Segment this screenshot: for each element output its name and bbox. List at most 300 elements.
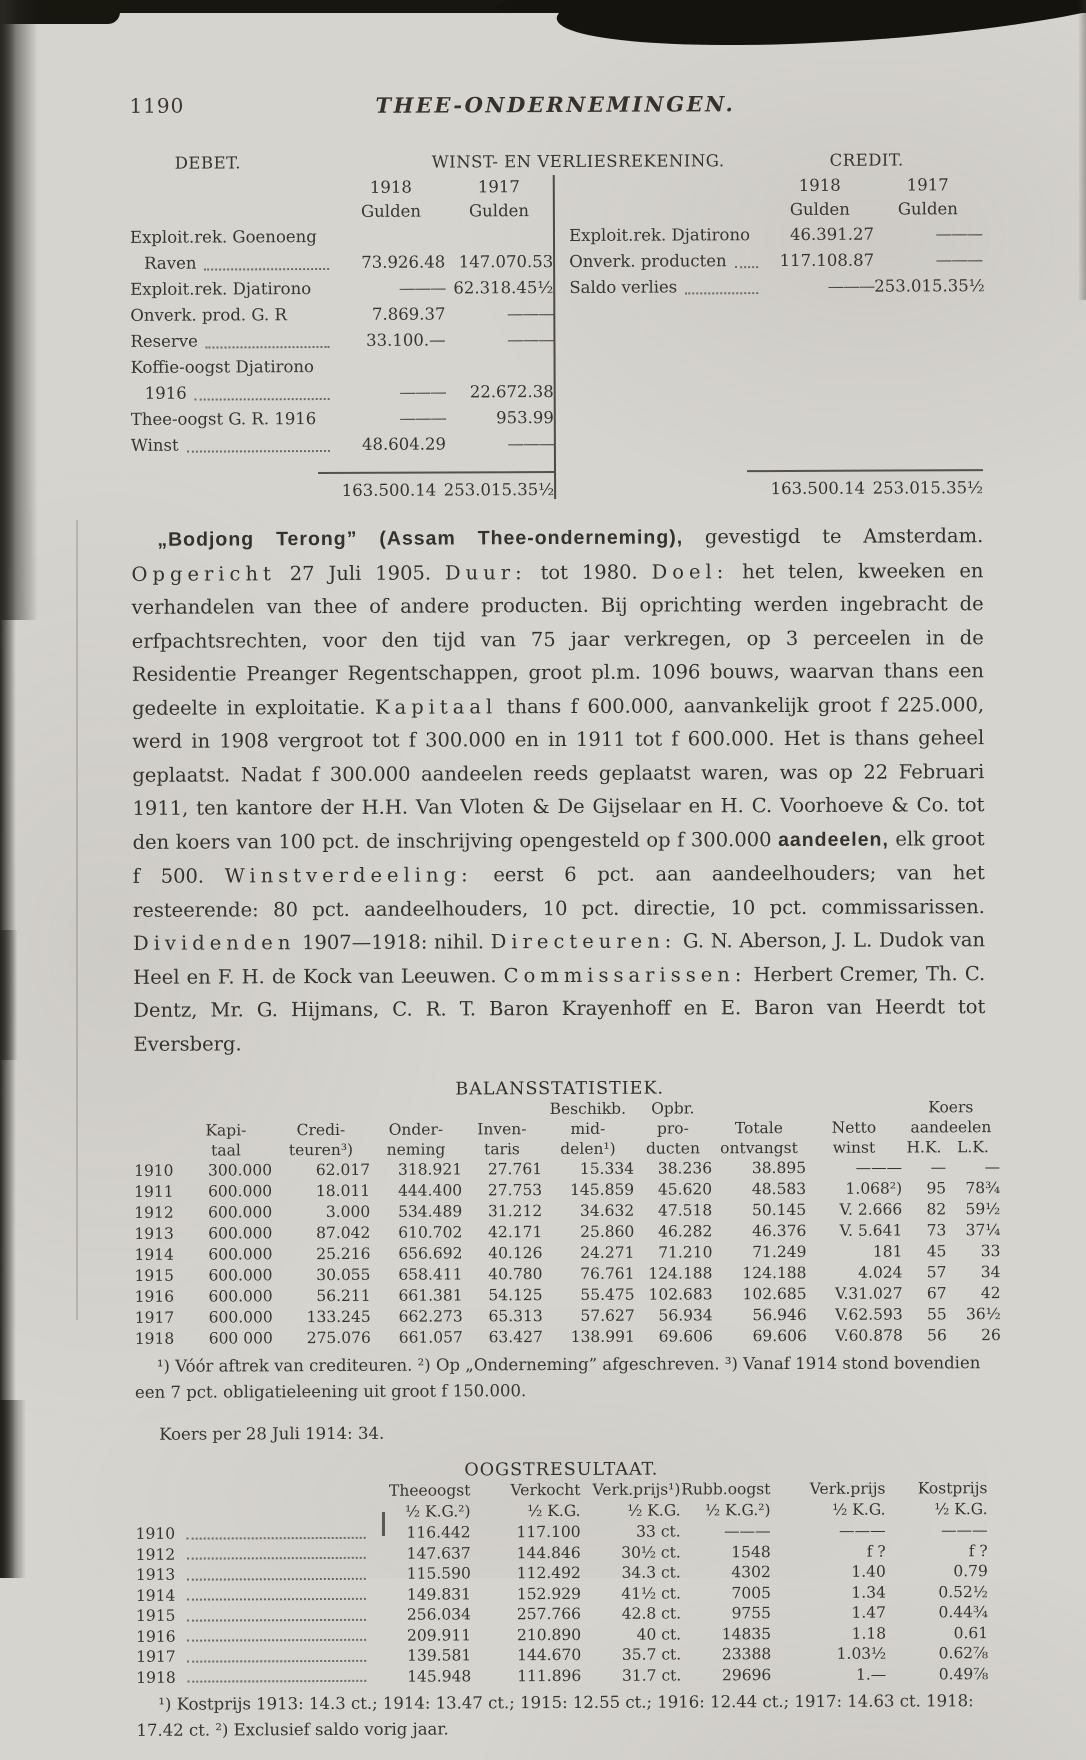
table-cell: 1918 — [134, 1329, 175, 1348]
table-cell: 661.381 — [398, 1285, 463, 1305]
pl-credit-row — [569, 273, 985, 301]
pl-credit-side — [553, 173, 983, 499]
table-cell: ——— — [941, 1521, 988, 1540]
column-header: delen¹) — [560, 1139, 616, 1158]
table-cell: ——— — [839, 1521, 886, 1540]
section-title: OOGSTRESULTAAT. — [464, 1459, 659, 1481]
table-cell: 42.171 — [488, 1222, 543, 1241]
pl-debet-side — [130, 175, 555, 501]
pl-value: ——— — [507, 330, 554, 350]
article-segment: Dividenden — [133, 931, 296, 955]
table-cell: 57.627 — [580, 1306, 635, 1325]
column-header: Verk.prijs¹) — [592, 1480, 681, 1499]
pl-value: ——— — [935, 250, 983, 270]
pl-row-label: Winst — [130, 435, 179, 455]
table-cell: — — [930, 1157, 947, 1176]
table-cell: f ? — [968, 1541, 988, 1560]
pl-value — [446, 353, 554, 379]
table-cell: 145.948 — [407, 1666, 472, 1686]
table-cell: 115.590 — [406, 1564, 471, 1583]
table-cell: 124.188 — [648, 1263, 713, 1283]
table-cell: 29696 — [721, 1665, 772, 1684]
table-cell: 71.210 — [658, 1242, 713, 1262]
scan-blob-left-top — [0, 0, 38, 620]
table-cell: 257.766 — [516, 1604, 582, 1624]
table-cell: 210.890 — [516, 1625, 582, 1644]
table-cell: 0.52½ — [938, 1582, 988, 1601]
scan-swoosh-top — [495, 0, 756, 20]
table-cell: 1912 — [136, 1543, 376, 1565]
pl-debet-total — [131, 471, 554, 501]
article-segment: Opgericht — [131, 561, 276, 586]
column-header: pro- — [656, 1118, 689, 1138]
column-header: taal — [211, 1140, 241, 1160]
table-cell: 0.62⅞ — [938, 1644, 989, 1663]
pl-debet-row — [131, 405, 554, 433]
table-cell: 4.024 — [858, 1263, 903, 1282]
table-cell: 48.583 — [751, 1179, 807, 1198]
pl-value — [445, 223, 553, 249]
pl-value: 253.015.35½ — [874, 276, 985, 296]
pl-row-label: Exploit.rek. Djatirono — [569, 225, 751, 245]
table-cell: 1915 — [134, 1266, 175, 1285]
column-header: ½ K.G. — [934, 1500, 988, 1519]
pl-value: 22.672.38 — [469, 382, 554, 402]
pl-value: 7.869.37 — [371, 304, 446, 324]
unit-header: Gulden — [468, 201, 530, 221]
pl-header-row — [130, 150, 982, 173]
pl-value: 48.604.29 — [361, 434, 447, 454]
pl-row-label: Reserve — [130, 331, 198, 351]
table-cell: 102.685 — [742, 1284, 807, 1303]
table-cell: 1914 — [134, 1245, 174, 1264]
column-header: ½ K.G.²) — [405, 1502, 471, 1521]
article-segment: het telen, kweeken en verhandelen van thee of andere producten. Bij oprichting werden ingebracht de erfpachtsrechten, voor den tijd van 75 jaar verkregen, op 3 perceelen in de Residentie Preanger Regentschappen, groot pl.m. 1096 bouws, waarvan thans een gedeelte in exploitatie. — [131, 558, 984, 720]
table-cell: 27.753 — [487, 1180, 543, 1199]
table-cell: 23388 — [721, 1645, 772, 1664]
table-cell: 1913 — [136, 1564, 376, 1586]
article-segment: Doel: — [651, 559, 729, 584]
table-cell: 9755 — [731, 1604, 772, 1623]
table-cell: 1.068²) — [845, 1179, 903, 1198]
pl-value: 46.391.27 — [789, 224, 875, 244]
table-cell: 65.313 — [488, 1306, 543, 1325]
column-header: H.K. — [906, 1137, 942, 1156]
article-segment: Directeuren: — [490, 929, 677, 954]
scan-swoosh-top-right — [554, 0, 1086, 62]
column-header: mid- — [570, 1119, 606, 1138]
table-cell: 76.761 — [580, 1264, 635, 1283]
table-cell: 600 000 — [208, 1328, 273, 1348]
table-cell: 662.273 — [398, 1306, 463, 1326]
pl-title: WINST- EN VERLIESREKENING. — [431, 151, 725, 172]
column-header: ½ K.G. — [527, 1501, 581, 1521]
table-cell: 27.761 — [487, 1159, 543, 1178]
table-cell: 1915 — [136, 1605, 376, 1627]
scan-blob-left-mid — [0, 930, 18, 1060]
article-segment: 1907—1918: nihil. — [295, 930, 491, 955]
pl-row-label: Exploit.rek. Goenoeng — [129, 227, 317, 247]
page-content — [129, 90, 1001, 1760]
unit-header: Gulden — [789, 199, 850, 219]
pl-value: ——— — [399, 408, 446, 428]
column-header: ducten — [645, 1138, 700, 1158]
article-segment: Winstverdeeling: — [224, 863, 473, 888]
table-cell: 67 — [926, 1283, 947, 1302]
pl-debet-row — [131, 379, 554, 407]
scan-edge-left — [0, 0, 16, 1578]
table-cell: 102.683 — [648, 1284, 713, 1304]
table-cell: 87.042 — [316, 1223, 371, 1242]
table-cell: 0.79 — [953, 1562, 988, 1581]
table-cell: 30½ ct. — [621, 1542, 681, 1562]
table-cell: 1910 — [134, 1161, 174, 1180]
table-cell: 57 — [926, 1262, 947, 1281]
table-cell: 33 ct. — [636, 1522, 681, 1541]
koers-line: Koers per 28 Juli 1914: 34. — [159, 1423, 385, 1444]
pl-debet-row — [130, 249, 553, 277]
table-cell: 1917 — [134, 1308, 175, 1327]
table-cell: 1.40 — [851, 1562, 886, 1581]
table-cell: 78¾ — [965, 1178, 1001, 1197]
pl-value: ——— — [935, 224, 983, 244]
table-cell: 600.000 — [208, 1244, 273, 1264]
table-cell: 42.8 ct. — [621, 1604, 682, 1623]
table-cell: 600.000 — [208, 1286, 273, 1306]
table-cell: 145.859 — [570, 1180, 635, 1199]
table-cell: 45 — [926, 1241, 947, 1260]
table-cell: ——— — [724, 1522, 771, 1541]
table-cell: 55 — [926, 1304, 947, 1323]
table-cell: 73 — [926, 1220, 947, 1239]
table-cell: 117.100 — [516, 1522, 581, 1542]
table-cell: 112.492 — [516, 1563, 581, 1583]
column-header: Beschikb. — [549, 1099, 627, 1118]
table-cell: 124.188 — [742, 1263, 807, 1282]
table-cell: 256.034 — [406, 1605, 472, 1624]
article-segment: 27 Juli 1905. — [275, 560, 446, 585]
table-cell: 111.896 — [517, 1666, 582, 1685]
pl-total-value: 163.500.14 — [341, 480, 437, 500]
pl-credit-row — [569, 247, 982, 275]
table-cell: 25.216 — [316, 1244, 371, 1263]
pl-value — [338, 353, 446, 379]
table-cell: 42 — [980, 1283, 1001, 1302]
table-cell: 15.334 — [579, 1159, 635, 1178]
table-cell: 36½ — [965, 1304, 1001, 1323]
year-header: 1918 — [798, 175, 841, 195]
debet-label: DEBET. — [174, 153, 241, 173]
pl-total-value: 253.015.35½ — [872, 478, 984, 498]
table-cell: 300.000 — [207, 1160, 273, 1180]
table-cell: 46.282 — [658, 1221, 713, 1241]
table-cell: 38.895 — [751, 1158, 807, 1177]
pl-debet-row — [130, 223, 553, 251]
column-header: Opbr. — [651, 1098, 695, 1118]
table-cell: V. 5.641 — [839, 1221, 903, 1240]
table-cell: 600.000 — [208, 1307, 273, 1327]
scan-corner-top-left — [0, 0, 120, 24]
article-segment: „Bodjong Terong” (Assam Thee-onderneming), — [157, 526, 684, 551]
unit-header: Gulden — [897, 199, 958, 219]
table-cell: 149.831 — [406, 1584, 471, 1604]
table-cell: 40.126 — [488, 1243, 543, 1262]
pl-value: ——— — [507, 434, 555, 454]
pl-value: 147.070.53 — [458, 252, 554, 272]
table-cell: 610.702 — [398, 1222, 463, 1242]
table-cell: 656.692 — [398, 1243, 463, 1263]
page-number: 1190 — [129, 93, 185, 118]
year-header: 1918 — [369, 177, 412, 197]
column-header: Rubb.oogst — [681, 1480, 771, 1499]
table-cell: 1.— — [855, 1665, 887, 1684]
column-header: L.K. — [957, 1137, 989, 1156]
pl-year-header — [569, 173, 982, 199]
table-cell: f ? — [866, 1542, 886, 1561]
table-cell: 116.442 — [406, 1523, 471, 1542]
table-cell: 71.249 — [752, 1242, 807, 1261]
table-cell: 35.7 ct. — [621, 1645, 682, 1664]
column-header: Theeoogst — [388, 1481, 471, 1500]
table-cell: 69.606 — [658, 1326, 713, 1346]
article-segment: Herbert Cremer, Th. C. Dentz, Mr. G. Hijmans, C. R. T. Baron Krayenhoff en E. Baron van Heerdt tot Eversberg. — [133, 961, 986, 1056]
pl-row-label: Thee-oogst G. R. 1916 — [130, 409, 317, 429]
table-cell: 1914 — [136, 1584, 376, 1606]
table-cell: 0.49⅞ — [938, 1664, 989, 1683]
column-header: Netto — [831, 1118, 877, 1137]
pl-value: 73.926.48 — [361, 252, 446, 272]
scan-edge-top — [0, 0, 1086, 13]
table-cell: 47.518 — [657, 1200, 713, 1220]
column-header: Verk.prijs — [809, 1479, 886, 1498]
table-cell: 133.245 — [306, 1307, 371, 1326]
pl-value: ——— — [506, 304, 554, 324]
pl-value: ——— — [827, 276, 875, 296]
table-cell: 40.780 — [488, 1264, 543, 1283]
pl-value: ——— — [398, 278, 446, 298]
table-cell: 144.670 — [517, 1645, 582, 1665]
year-header: 1917 — [477, 177, 520, 197]
scan-edge-right — [1078, 0, 1086, 300]
column-header: ½ K.G. — [832, 1500, 886, 1519]
table-cell: 1.03½ — [836, 1644, 887, 1663]
pl-row-label: Onverk. prod. G. R — [130, 305, 287, 325]
column-header: neming — [386, 1139, 446, 1159]
pl-total-value: 163.500.14 — [770, 478, 866, 499]
column-header: Verkocht — [510, 1480, 581, 1500]
table-cell: 1918 — [136, 1666, 376, 1688]
table-cell: 1912 — [134, 1203, 174, 1222]
article-segment: elk groot f 500. — [132, 826, 985, 888]
pl-value: 33.100.— — [366, 330, 446, 350]
table-cell: 181 — [872, 1242, 903, 1261]
table-cell: V.60.878 — [835, 1326, 903, 1345]
table-cell: 14835 — [721, 1624, 772, 1643]
pl-year-header — [130, 175, 553, 201]
balans-table-body — [134, 1157, 1001, 1350]
pl-value: 953.99 — [496, 408, 554, 428]
table-cell: 34.632 — [579, 1201, 635, 1220]
column-header: ½ K.G.²) — [705, 1501, 771, 1520]
oogst-table-body — [136, 1520, 989, 1688]
table-cell: 56.934 — [658, 1305, 713, 1325]
footnote: ¹) Vóór aftrek van crediteuren. ²) Op „Onderneming” afgeschreven. ³) Vanaf 1914 stond bovendien een 7 pct. obligatieleening uit groot f 150.000. — [134, 1352, 981, 1402]
table-cell: 600.000 — [208, 1223, 273, 1243]
column-header: Onder- — [388, 1120, 444, 1139]
table-cell: 139.581 — [407, 1646, 472, 1665]
table-cell: 34 — [980, 1262, 1001, 1281]
footnote: ¹) Kostprijs 1913: 14.3 ct.; 1914: 13.47 ct.; 1915: 12.55 ct.; 1916: 12.44 ct.; 1917: 14.63 ct. 1918: 17.42 ct. ²) Exclusief saldo vorig jaar. — [136, 1691, 974, 1740]
table-cell: 38.236 — [657, 1158, 713, 1178]
pl-value: 117.108.87 — [779, 250, 875, 271]
table-cell: 444.400 — [398, 1180, 463, 1200]
pl-value — [337, 223, 445, 249]
table-cell: 62.017 — [315, 1160, 371, 1179]
pl-value: ——— — [399, 382, 446, 402]
table-cell: 1911 — [134, 1182, 174, 1201]
column-header: Credi- — [296, 1120, 346, 1139]
pl-credit-row — [569, 221, 982, 249]
column-header: Totale — [734, 1118, 783, 1137]
article-segment: eerst 6 pct. aan aandeelhouders; van het resteerende: 80 pct. aandeelhouders, 10 pct. directie, 10 pct. commissarissen. — [132, 861, 985, 922]
table-cell: 69.606 — [752, 1326, 807, 1345]
year-header: 1917 — [906, 175, 949, 195]
pl-total-value: 253.015.35½ — [443, 480, 555, 500]
pl-debet-row — [131, 431, 554, 459]
running-title: THEE-ONDERNEMINGEN. — [375, 91, 736, 118]
article-segment: aandeelen, — [778, 828, 889, 851]
table-cell: 1916 — [136, 1625, 376, 1647]
table-cell: 600.000 — [208, 1181, 273, 1201]
table-cell: 1.34 — [851, 1583, 886, 1602]
article-segment: Duur: — [444, 560, 527, 584]
oogst-section — [135, 1458, 988, 1744]
pl-value: 62.318.45½ — [453, 278, 554, 298]
table-cell: 31.7 ct. — [621, 1665, 682, 1685]
article-segment: thans f 600.000, aanvankelijk groot f 225.000, werd in 1908 vergroot tot f 300.000 en in 1911 tot f 600.000. Het is thans geheel geplaatst. Nadat f 300.000 aandeelen reeds geplaatst waren, was op 22 Februari 1911, ten kantore der H.H. Van Vloten & De Gijselaar en H. C. Voorhoeve & Co. tot den koers van 100 pct. de inschrijving opengesteld op f 300.000 — [132, 692, 985, 854]
pl-row-label: Koffie-oogst Djatirono — [130, 357, 315, 377]
table-cell: 600.000 — [208, 1202, 273, 1222]
column-header: ontvangst — [720, 1138, 798, 1157]
table-cell: 534.489 — [398, 1201, 463, 1221]
table-cell: 1.18 — [851, 1624, 887, 1643]
table-cell: 45.620 — [657, 1179, 713, 1199]
column-header: taris — [484, 1139, 520, 1158]
page-header — [129, 90, 981, 128]
table-cell: 661.057 — [398, 1327, 463, 1347]
table-cell: 40 ct. — [636, 1624, 682, 1644]
table-cell: 56.946 — [752, 1305, 807, 1324]
column-header: Koers — [928, 1097, 974, 1116]
table-cell: 0.44¾ — [938, 1603, 989, 1622]
article-paragraph — [131, 519, 985, 1061]
article-segment: G. N. Aberson, J. L. Dudok van Heel en F. H. de Kock van Leeuwen. — [133, 928, 986, 989]
page-gutter-line — [76, 520, 78, 1320]
table-cell: 0.61 — [953, 1623, 989, 1642]
profit-loss-table — [130, 150, 984, 501]
table-cell: 3.000 — [325, 1202, 371, 1221]
pl-debet-row — [131, 353, 554, 381]
section-title: BALANSSTATISTIEK. — [455, 1078, 665, 1099]
credit-label: CREDIT. — [829, 150, 904, 170]
table-cell: — — [984, 1157, 1001, 1176]
pl-debet-row — [130, 301, 553, 329]
table-cell: 30.055 — [316, 1265, 371, 1284]
table-cell: 63.427 — [488, 1327, 543, 1346]
pl-row-label: Exploit.rek. Djatirono — [130, 279, 312, 299]
column-header: aandeelen — [910, 1117, 992, 1136]
table-cell: 56 — [927, 1325, 947, 1344]
article-segment: Commissarissen: — [503, 962, 747, 987]
table-cell: 82 — [926, 1199, 947, 1218]
table-cell: 1916 — [134, 1287, 175, 1306]
table-cell: 26 — [981, 1325, 1001, 1344]
table-cell: 41½ ct. — [621, 1583, 681, 1603]
pl-credit-total — [570, 469, 983, 499]
table-cell: 37¼ — [965, 1220, 1001, 1239]
table-cell: 50.145 — [751, 1200, 807, 1219]
column-header: teuren³) — [288, 1140, 354, 1159]
table-row — [134, 1325, 1001, 1350]
pl-row-label: Saldo verlies — [569, 277, 678, 297]
table-cell: 209.911 — [406, 1625, 472, 1645]
table-cell: 147.637 — [406, 1543, 471, 1563]
pl-debet-row — [130, 327, 553, 355]
table-cell: 1910 — [136, 1523, 376, 1545]
table-cell: 1.47 — [851, 1603, 887, 1622]
table-cell: 1917 — [136, 1646, 376, 1668]
table-cell: 31.212 — [487, 1201, 543, 1220]
column-header: Kapi- — [205, 1120, 247, 1140]
table-cell: 25.860 — [580, 1222, 635, 1241]
pl-unit-header — [569, 197, 982, 223]
table-cell: 56.211 — [316, 1286, 371, 1305]
table-cell: 1913 — [134, 1224, 174, 1243]
pl-row-label: Raven — [144, 253, 197, 273]
table-cell: 4302 — [731, 1563, 771, 1582]
table-cell: 658.411 — [398, 1264, 463, 1284]
pl-debet-row — [130, 275, 553, 303]
table-cell: 95 — [926, 1178, 947, 1197]
table-cell: 600.000 — [208, 1265, 273, 1285]
table-cell: 33 — [980, 1241, 1001, 1260]
unit-header: Gulden — [360, 201, 422, 221]
table-cell: V.31.027 — [834, 1284, 903, 1303]
article-segment: Kapitaal — [374, 694, 498, 719]
table-cell: 59½ — [965, 1199, 1001, 1218]
table-cell: 1548 — [731, 1542, 771, 1561]
table-cell: 275.076 — [306, 1328, 371, 1347]
table-cell: 55.475 — [580, 1285, 635, 1304]
column-header: Kostprijs — [917, 1479, 988, 1498]
table-cell: ——— — [855, 1158, 903, 1177]
table-cell: 54.125 — [488, 1285, 543, 1304]
pl-unit-header — [130, 199, 553, 225]
table-cell: 7005 — [731, 1583, 771, 1602]
table-cell: 138.991 — [570, 1327, 635, 1346]
table-cell: V. 2.666 — [839, 1200, 903, 1219]
column-header: winst — [832, 1138, 876, 1157]
scan-blob-left-bottom — [0, 1400, 26, 1578]
table-cell: 144.846 — [516, 1543, 581, 1562]
column-header: Inven- — [477, 1119, 527, 1138]
pl-row-label: 1916 — [144, 383, 187, 403]
table-cell: 318.921 — [397, 1159, 463, 1179]
table-cell: 18.011 — [315, 1181, 371, 1200]
table-cell: 24.271 — [580, 1243, 635, 1262]
table-cell: 34.3 ct. — [621, 1563, 681, 1582]
table-row — [136, 1664, 988, 1688]
